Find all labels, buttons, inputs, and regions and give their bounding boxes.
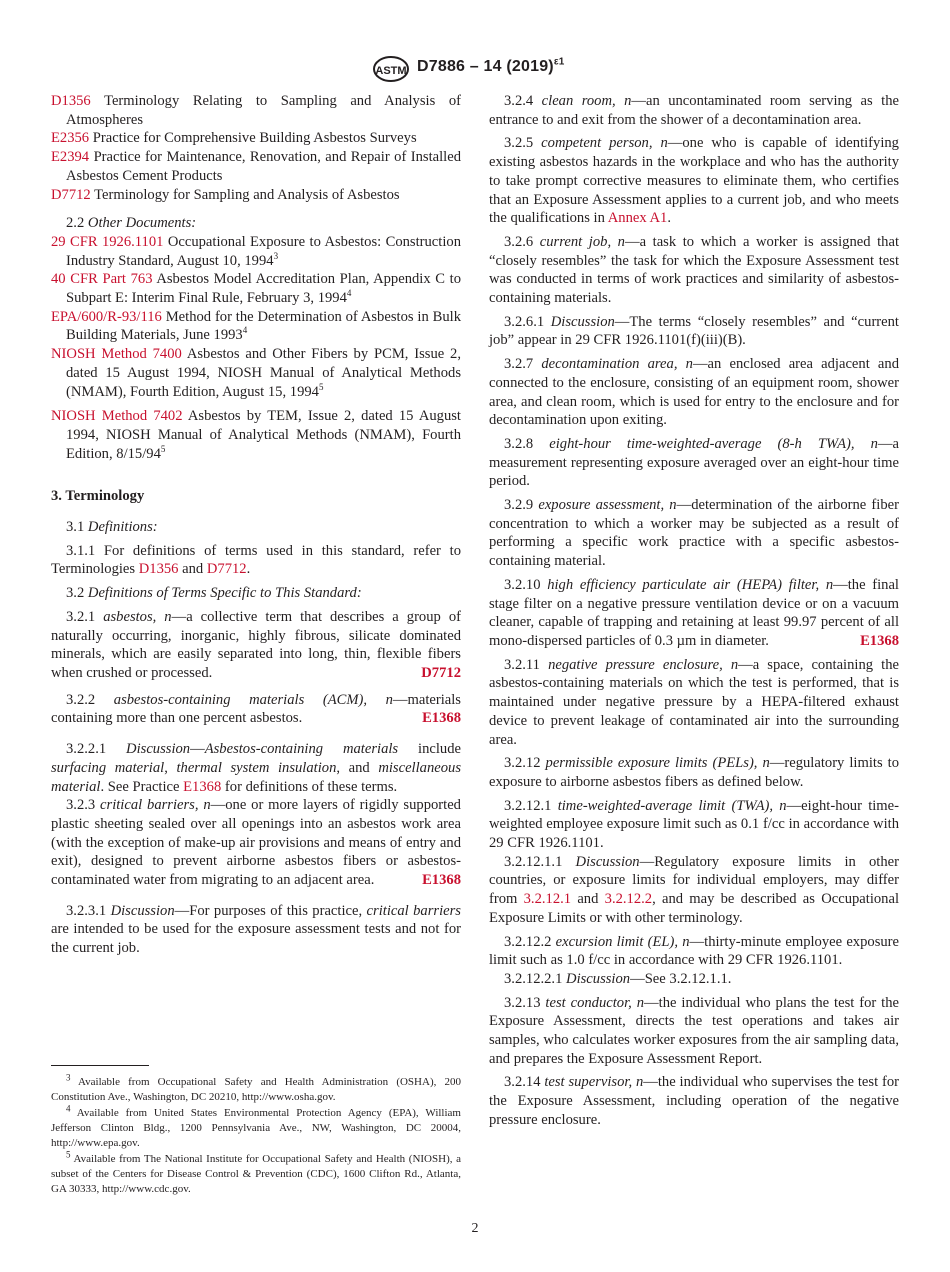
reference-link[interactable]: E2356 [51, 130, 90, 147]
reference-link[interactable]: 3.2.12.2 [604, 891, 653, 908]
discussion: 3.2.12.2.1 Discussion—See 3.2.12.1.1. [504, 970, 732, 987]
footnote: $^5$ Available from The National Institute for Occupational Safety and Health (NIOSH), a subset of the Centers for Disease Control & Prevention (CDC), 1600 Clifton Rd., Atlanta, GA 30333, http://www.cdc.gov. [51, 1149, 461, 1195]
reference-link[interactable]: NIOSH Method 7402 [51, 408, 183, 425]
reference-link[interactable]: 29 CFR 1926.1101 [51, 233, 164, 250]
definition: 3.2.5 competent person, n—one who is capable of identifying existing asbestos hazards in the workplace and who has the authority to take prompt corrective measures to eliminate them, who certifies that an Exposure Assessment applies to a current job, and who meets the qualifications in Annex A1. [489, 135, 899, 227]
reference-item: NIOSH Method 7400 Asbestos and Other Fibers by PCM, Issue 2, dated 15 August 1994, NIOSH Manual of Analytical Methods (NMAM), Fourth Edition, August 15, 1994$^5$ [51, 346, 461, 400]
right-column [489, 92, 899, 1135]
definition: 3.2.8 eight-hour time-weighted-average (8-h TWA), n—a measurement representing exposure averaged over an eight-hour time period. [489, 435, 899, 490]
footnote: $^3$ Available from Occupational Safety and Health Administration (OSHA), 200 Constitution Ave., Washington, DC 20210, http://www.osha.gov. [51, 1072, 461, 1103]
definition: 3.2.2 asbestos-containing materials (ACM), n—materials containing more than one percent asbestos. E1368 [51, 691, 461, 727]
svg-text:ASTM: ASTM [375, 65, 407, 77]
reference-link[interactable]: D1356 [51, 93, 91, 109]
reference-tag[interactable]: E1368 [422, 872, 461, 889]
discussion: 3.2.2.1 Discussion—Asbestos-containing materials include surfacing material, thermal system insulation, and miscellaneous material. See Practice E1368 for definitions of these terms. [51, 741, 461, 795]
reference-link[interactable]: D7712 [206, 561, 247, 578]
discussion: 3.2.6.1 Discussion—The terms “closely resembles” and “current job” appear in 29 CFR 1926.1101(f)(iii)(B). [489, 313, 899, 349]
reference-link[interactable]: NIOSH Method 7400 [51, 346, 182, 363]
footnote-divider [51, 1065, 149, 1066]
left-column [51, 92, 461, 963]
astm-logo [372, 55, 410, 88]
document-designation: D7886 – 14 $(2019)^{\varepsilon 1}$ [417, 56, 565, 75]
reference-item: D7712 Terminology for Sampling and Analysis of Asbestos [51, 186, 400, 203]
reference-tag[interactable]: D7712 [421, 664, 461, 681]
definition: 3.2.12 permissible exposure limits (PELs), n—regulatory limits to exposure to airborne asbestos fibers as defined below. [489, 755, 899, 790]
paragraph: 3.1 Definitions: [66, 519, 158, 536]
reference-tag[interactable]: E1368 [860, 632, 899, 649]
definition: 3.2.9 exposure assessment, n—determination of the airborne fiber concentration to which a worker may be subjected as a result of performing a specific work practice with a specific asbestos-containing material. [489, 497, 899, 570]
reference-item: D1356 Terminology Relating to Sampling and Analysis of Atmospheres [51, 93, 461, 128]
definition: 3.2.11 negative pressure enclosure, n—a space, containing the asbestos-containing materials on which the test is performed, that is maintained under negative pressure by a HEPA-filtered exhaust device to prevent leakage of contaminated air into the surrounding area. [489, 656, 899, 748]
reference-item: EPA/600/R-93/116 Method for the Determination of Asbestos in Bulk Building Materials, June 1993$^4$ [51, 308, 461, 344]
annex-link[interactable]: Annex A1 [607, 210, 668, 227]
paragraph: 3.1.1 For definitions of terms used in this standard, refer to Terminologies D1356 and D7712. [51, 542, 461, 578]
reference-link[interactable]: D7712 [51, 186, 91, 203]
reference-item: E2394 Practice for Maintenance, Renovation, and Repair of Installed Asbestos Cement Products [51, 149, 461, 184]
definition: 3.2.14 test supervisor, n—the individual who supervises the test for the Exposure Assessment, including operation of the negative pressure enclosure. [489, 1074, 899, 1128]
reference-link[interactable]: 40 CFR Part 763 [51, 271, 153, 288]
reference-item: NIOSH Method 7402 Asbestos by TEM, Issue 2, dated 15 August 1994, NIOSH Manual of Analytical Methods (NMAM), Fourth Edition, $8/15/94^5$ [51, 408, 461, 462]
reference-link[interactable]: D1356 [138, 561, 179, 578]
reference-tag[interactable]: E1368 [422, 710, 461, 727]
definition: 3.2.10 high efficiency particulate air (HEPA) filter, n—the final stage filter on a negative pressure ventilation device or on a vacuum cleaner, capable of trapping and retaining at least 99.97 percent of all mono-dispersed particles of 0.3 µm in diameter. E1368 [489, 576, 899, 649]
other-documents-heading: 2.2 Other Documents: [66, 215, 197, 232]
definition: 3.2.12.1 time-weighted-average limit (TWA), n—eight-hour time-weighted employee exposure limit such as 0.1 f/cc in accordance with 29 CFR 1926.1101. [489, 797, 899, 852]
definition: 3.2.6 current job, n—a task to which a worker is assigned that “closely resembles” the task for which the Exposure Assessment test was conducted in terms of work practices and similarity of asbestos-containing materials. [489, 233, 899, 307]
reference-item: E2356 Practice for Comprehensive Building Asbestos Surveys [51, 130, 417, 147]
reference-item: 40 CFR Part 763 Asbestos Model Accreditation Plan, Appendix C to Subpart E: Interim Final Rule, February 3, 1994$^4$ [51, 271, 462, 307]
section-heading: 3. Terminology [51, 488, 145, 505]
reference-link[interactable]: E2394 [51, 149, 90, 166]
page-header [0, 52, 950, 86]
footnote: $^4$ Available from United States Environmental Protection Agency (EPA), William Jefferson Clinton Bldg., 1200 Pennsylvania Ave., NW, Washington, DC 20004, http://www.epa.gov. [51, 1103, 461, 1149]
reference-link[interactable]: E1368 [183, 778, 222, 795]
discussion: 3.2.3.1 Discussion—For purposes of this practice, critical barriers are intended to be used for the exposure assessment tests and not for the current job. [51, 902, 461, 957]
reference-link[interactable]: 3.2.12.1 [523, 891, 572, 908]
paragraph: 3.2 Definitions of Terms Specific to This Standard: [66, 585, 362, 602]
footnotes [51, 1072, 461, 1198]
definition: 3.2.1 asbestos, n—a collective term that describes a group of naturally occurring, inorganic, highly fibrous, silicate dominated minerals, which are easily separated into long, thin, flexible fibers when crushed or processed. D7712 [51, 608, 461, 681]
reference-link[interactable]: EPA/600/R-93/116 [51, 308, 162, 325]
discussion: 3.2.12.1.1 Discussion—Regulatory exposure limits in other countries, or exposure limits for individual employers, may differ from 3.2.12.1 and 3.2.12.2, and may be described as Occupational Exposure Limits or with other terminology. [489, 853, 900, 926]
page-number: 2 [471, 1221, 479, 1236]
definition: 3.2.13 test conductor, n—the individual who plans the test for the Exposure Assessment, directs the test operations and takes air samples, who calculates worker exposures from the air sampling data, and prepares the Exposure Assessment Report. [489, 994, 899, 1067]
definition: 3.2.7 decontamination area, n—an enclosed area adjacent and connected to the enclosure, consisting of an equipment room, shower area, and clean room, which is used for entry to the enclosure and for decontamination upon exiting. [489, 356, 899, 429]
reference-item: 29 CFR 1926.1101 Occupational Exposure to Asbestos: Construction Industry Standard, August 10, 1994$^3$ [51, 233, 461, 269]
definition: 3.2.3 critical barriers, n—one or more layers of rigidly supported plastic sheeting sealed over all openings into an asbestos work area (with the exception of make-up air provisions and means of entry and exit), designed to prevent airborne asbestos fibers or asbestos-contaminated water from migrating to an adjacent area. E1368 [51, 797, 461, 889]
definition: 3.2.4 clean room, n—an uncontaminated room serving as the entrance to and exit from the shower of a decontamination area. [489, 93, 899, 128]
definition: 3.2.12.2 excursion limit (EL), n—thirty-minute employee exposure limit such as 1.0 f/cc in accordance with 29 CFR 1926.1101. [489, 933, 900, 969]
